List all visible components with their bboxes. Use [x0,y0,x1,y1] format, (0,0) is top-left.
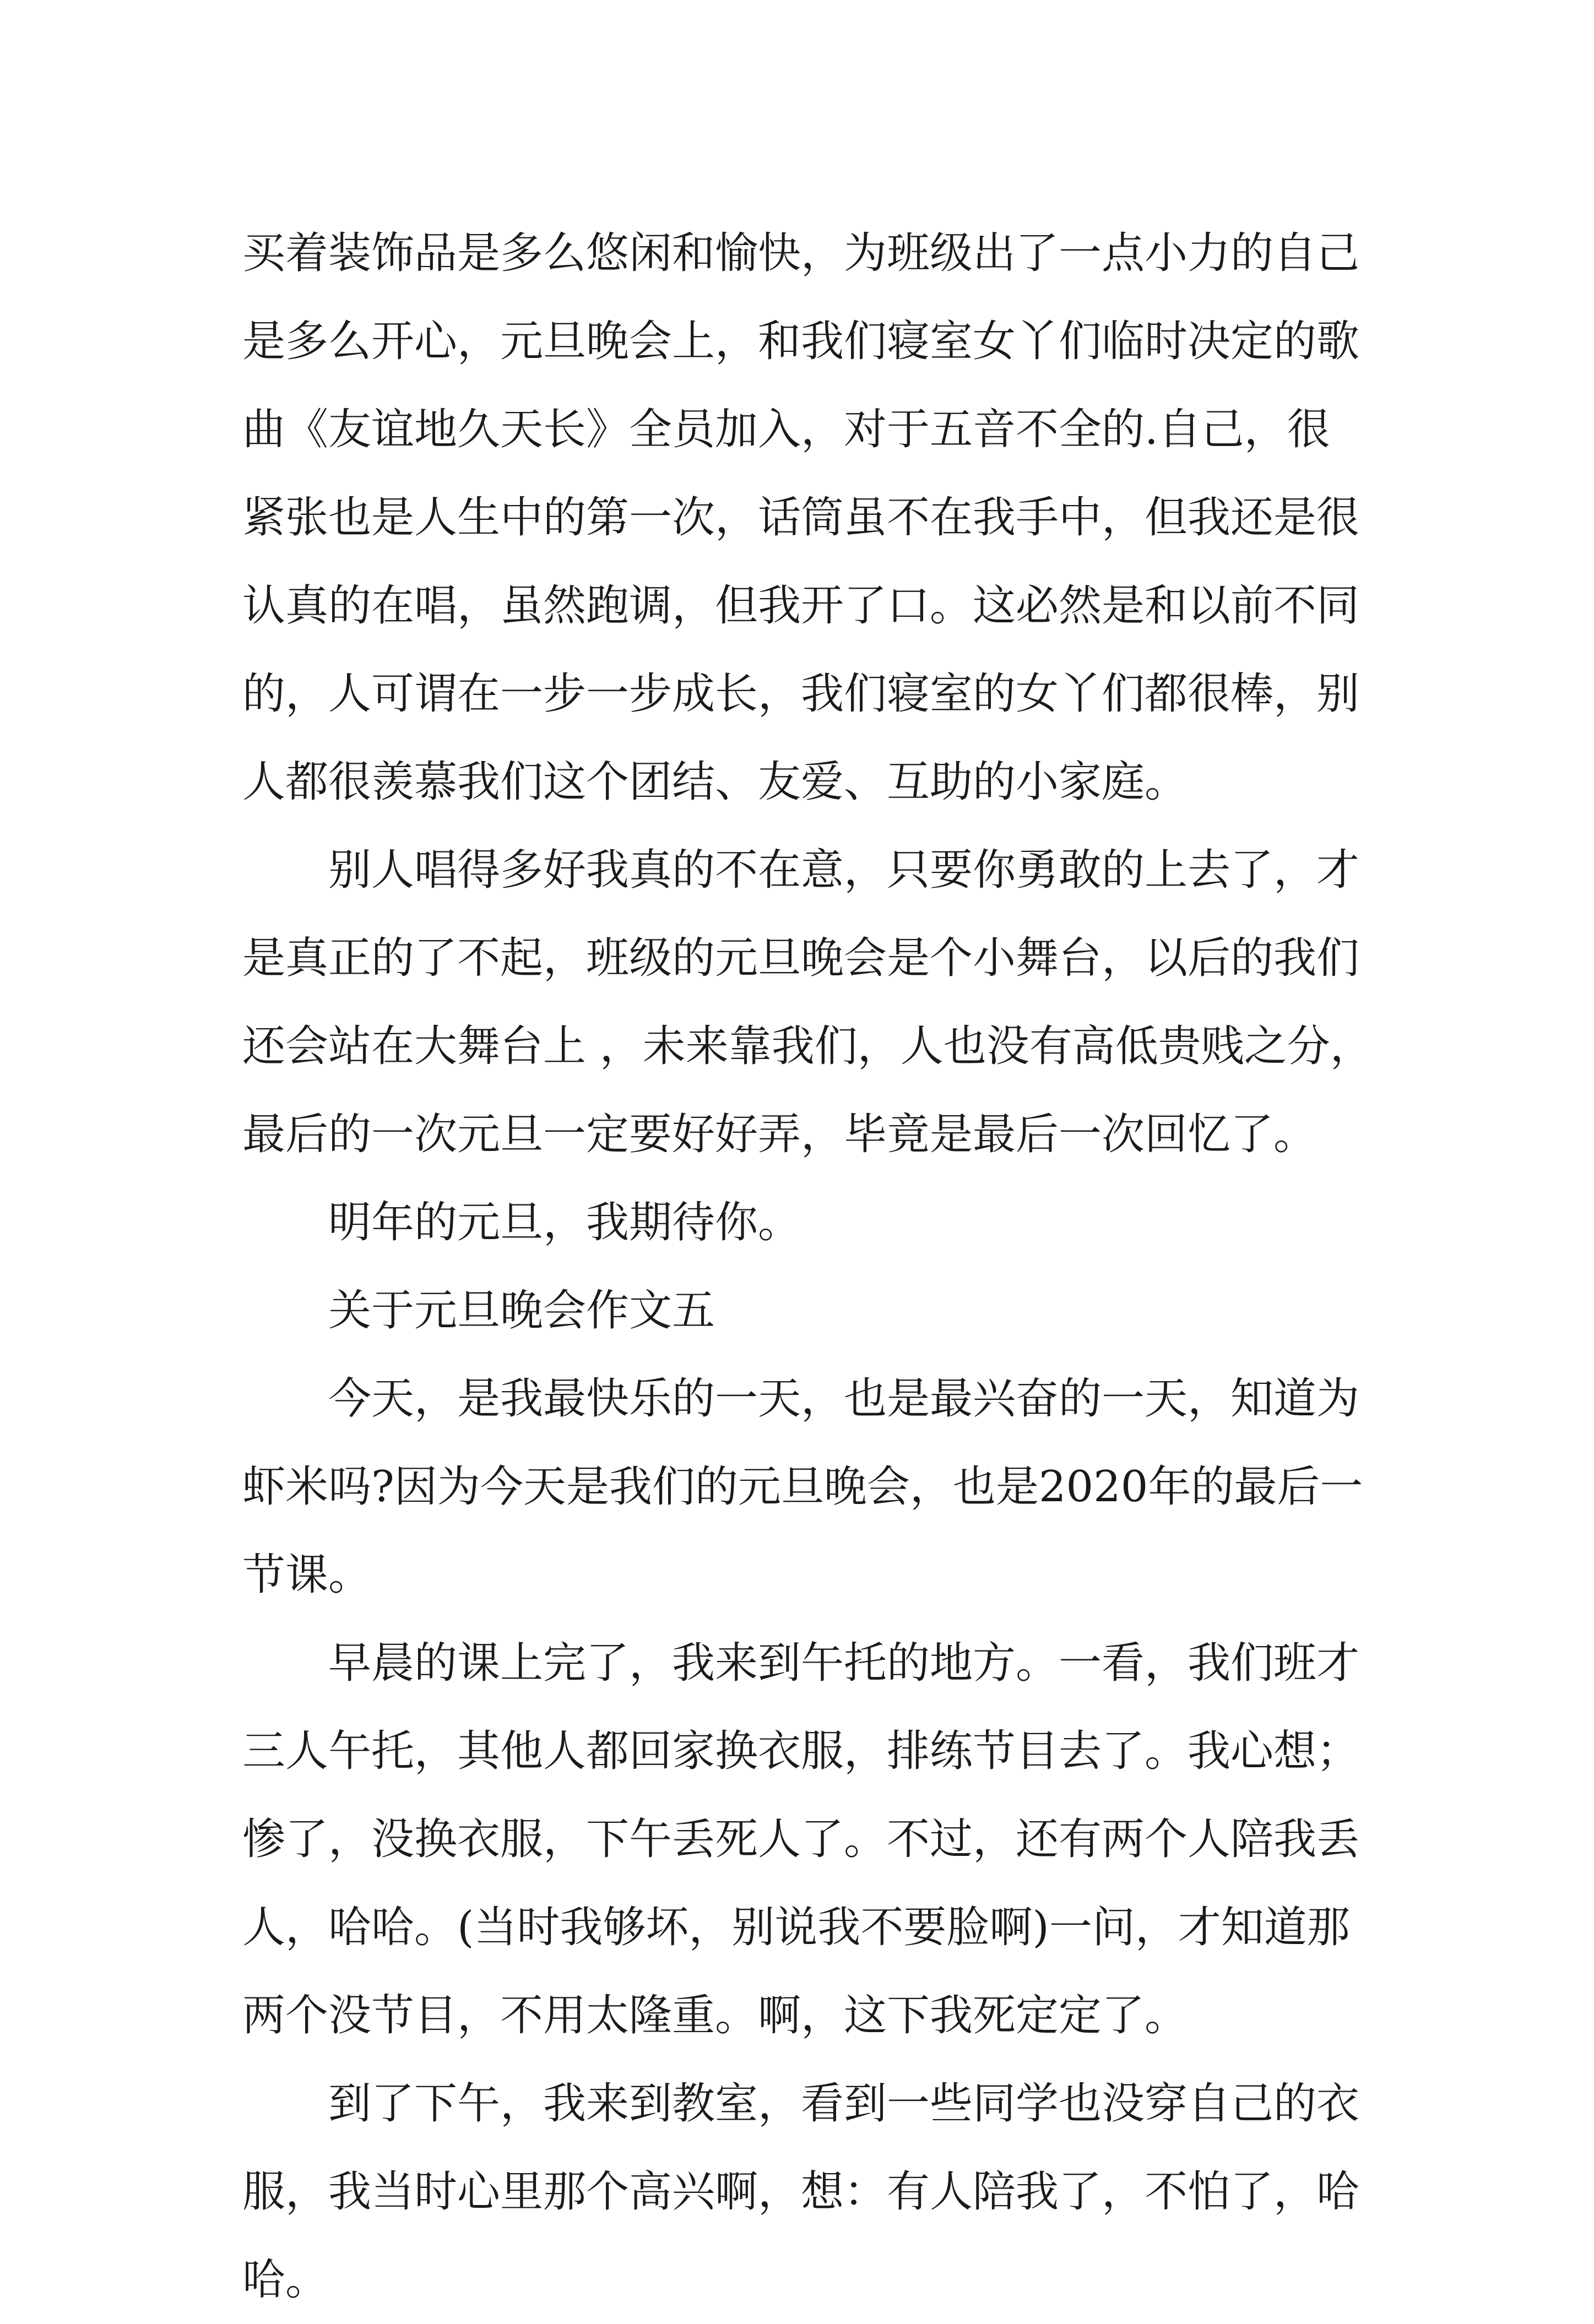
text-line: 认真的在唱，虽然跑调，但我开了口。这必然是和以前不同 [242,581,1360,631]
text-line: 是多么开心，元旦晚会上，和我们寝室女丫们临时决定的歌 [242,317,1360,366]
text-line: 服，我当时心里那个高兴啊，想：有人陪我了，不怕了，哈 [242,2167,1360,2217]
text-line: 别人唱得多好我真的不在意，只要你勇敢的上去了，才 [328,845,1360,895]
text-line: 虾米吗?因为今天是我们的元旦晚会，也是2020年的最后一 [242,1462,1363,1512]
text-line: 紧张也是人生中的第一次，话筒虽不在我手中，但我还是很 [242,493,1360,542]
text-line: 是真正的了不起，班级的元旦晚会是个小舞台，以后的我们 [242,933,1360,983]
text-line: 买着装饰品是多么悠闲和愉快，为班级出了一点小力的自己 [242,229,1360,278]
text-line: 今天，是我最快乐的一天，也是最兴奋的一天，知道为 [328,1374,1360,1424]
text-line: 的，人可谓在一步一步成长，我们寝室的女丫们都很棒，别 [242,669,1360,719]
essay-text [242,209,1373,2324]
text-line: 最后的一次元旦一定要好好弄，毕竟是最后一次回忆了。 [242,1110,1317,1159]
text-line: 早晨的课上完了，我来到午托的地方。一看，我们班才 [328,1638,1360,1688]
text-line: 两个没节目，不用太隆重。啊，这下我死定定了。 [242,1991,1188,2040]
text-line: 人都很羡慕我们这个团结、友爱、互助的小家庭。 [242,757,1188,807]
text-line: 哈。 [242,2255,329,2305]
text-line: 还会站在大舞台上 ，未来靠我们，人也没有高低贵贱之分， [242,1022,1373,1071]
text-line: 三人午托，其他人都回家换衣服，排练节目去了。我心想； [242,1726,1360,1776]
text-line: 明年的元旦，我期待你。 [328,1198,801,1247]
text-line: 曲《友谊地久天长》全员加入，对于五音不全的.自己，很 [242,405,1330,454]
text-line: 节课。 [242,1550,372,1600]
text-line: 到了下午，我来到教室，看到一些同学也没穿自己的衣 [328,2079,1360,2128]
text-line: 惨了，没换衣服，下午丢死人了。不过，还有两个人陪我丢 [242,1815,1360,1864]
text-line: 人，哈哈。(当时我够坏，别说我不要脸啊)一问，才知道那 [242,1903,1350,1952]
section-heading: 关于元旦晚会作文五 [328,1286,715,1335]
